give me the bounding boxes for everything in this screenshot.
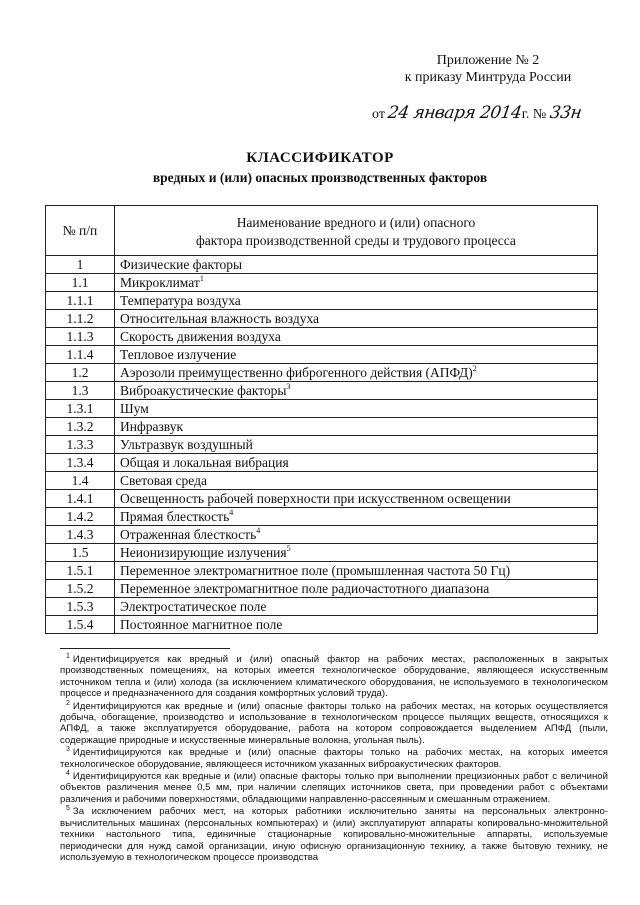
factor-name-text: Прямая блесткость — [120, 509, 230, 524]
table-row — [46, 310, 598, 328]
order-reference: к приказу Минтруда России — [404, 70, 572, 85]
factor-name-text: Постоянное магнитное поле — [120, 617, 283, 632]
footnote-ref: 3 — [286, 382, 291, 391]
footnote-ref: 4 — [229, 508, 234, 517]
table-row — [46, 292, 598, 310]
footnote-text: Идентифицируются как вредные и (или) опасные факторы только на рабочих местах, на которых осуществляется добыча, обогащение, производство и использование в технологическом процессе пылящих веществ, относящихся к АПФД, а также эксплуатируется оборудование, работа на котором сопровождается выделением АПФД (пыли, содержащие природные и искусственные минеральные волокна, угольная пыль). — [60, 700, 608, 746]
handwritten-number: 33н — [548, 103, 583, 123]
row-number: 1.5 — [46, 544, 115, 562]
footnotes — [60, 654, 608, 864]
footnote-text: Идентифицируются как вредные и (или) опасные факторы только на рабочих местах, на которых имеется технологическое оборудование, являющееся источником указанных виброакустических факторов. — [60, 747, 608, 770]
table-row — [46, 418, 598, 436]
row-number: 1.3.3 — [46, 436, 115, 454]
row-factor-name — [115, 454, 598, 472]
column-header-name — [115, 206, 598, 256]
table-row — [46, 274, 598, 292]
row-factor-name — [115, 328, 598, 346]
table-row — [46, 616, 598, 634]
table-row — [46, 256, 598, 274]
footnote-separator — [60, 648, 230, 649]
row-number: 1.5.3 — [46, 598, 115, 616]
factor-name-text: Виброакустические факторы — [120, 383, 287, 398]
table-row — [46, 382, 598, 400]
table-row — [46, 490, 598, 508]
factor-name-text: Скорость движения воздуха — [120, 329, 281, 344]
footnote — [60, 771, 608, 805]
appendix-header — [388, 52, 588, 86]
row-factor-name — [115, 562, 598, 580]
factor-name-text: Микроклимат — [120, 275, 200, 290]
row-number: 1.5.1 — [46, 562, 115, 580]
row-factor-name — [115, 400, 598, 418]
footnote-text: Идентифицируются как вредные и (или) опасные факторы только при выполнении прецизионных работ с величиной объектов различения менее 0,5 мм, при наличии слепящих источников света, при проведении работ с объектами различения и рабочими поверхностями, обладающими направленно-рассеянным и смешанным отражением. — [60, 771, 608, 805]
table-row — [46, 598, 598, 616]
row-factor-name — [115, 310, 598, 328]
factor-name-text: Отраженная блесткость — [120, 527, 257, 542]
date-prefix: от — [372, 107, 385, 122]
row-number: 1.5.4 — [46, 616, 115, 634]
row-number: 1.1 — [46, 274, 115, 292]
classifier-table — [45, 205, 598, 634]
document-subtitle: вредных и (или) опасных производственных факторов — [152, 170, 488, 185]
table-row — [46, 508, 598, 526]
footnote-mark: 3 — [66, 746, 70, 754]
factor-name-text: Физические факторы — [120, 257, 243, 272]
table-row — [46, 364, 598, 382]
footnote-ref: 2 — [472, 364, 477, 373]
row-number: 1.1.1 — [46, 292, 115, 310]
row-number: 1.3.1 — [46, 400, 115, 418]
factor-name-text: Аэрозоли преимущественно фиброгенного действия (АПФД) — [120, 365, 473, 380]
row-factor-name — [115, 292, 598, 310]
footnote-text: За исключением рабочих мест, на которых работники исключительно заняты на персональных электронно-вычислительных машинах (персональных компьютерах) и (или) эксплуатируют аппараты копировально-множительной техники настольного типа, единичные стационарные копировально-множительные аппараты, используемые периодически для нужд самой организации, иную офисную организационную технику, а также бытовую технику, не используемую в технологическом процессе производства — [60, 806, 608, 863]
row-factor-name — [115, 616, 598, 634]
row-factor-name — [115, 598, 598, 616]
factor-name-text: Общая и локальная вибрация — [120, 455, 289, 470]
footnote-mark: 1 — [66, 653, 70, 660]
factor-name-text: Инфразвук — [120, 419, 184, 434]
factor-name-text: Освещенность рабочей поверхности при искусственном освещении — [120, 491, 511, 506]
factor-name-text: Электростатическое поле — [120, 599, 267, 614]
row-number: 1.4.1 — [46, 490, 115, 508]
factor-name-text: Световая среда — [120, 473, 207, 488]
row-factor-name — [115, 256, 598, 274]
handwritten-date: 24 января 2014 — [387, 103, 524, 123]
row-number: 1.4.2 — [46, 508, 115, 526]
factor-name-text: Переменное электромагнитное поле радиочастотного диапазона — [120, 581, 490, 596]
footnote-mark: 4 — [66, 770, 70, 778]
factor-name-text: Относительная влажность воздуха — [120, 311, 320, 326]
row-factor-name — [115, 418, 598, 436]
footnote-mark: 5 — [66, 805, 70, 813]
factor-name-text: Переменное электромагнитное поле (промышленная частота 50 Гц) — [120, 563, 511, 578]
row-number: 1.4.3 — [46, 526, 115, 544]
table-row — [46, 454, 598, 472]
row-factor-name — [115, 436, 598, 454]
column-header-name-line2: фактора производственной среды и трудового процесса — [196, 232, 516, 248]
row-factor-name — [115, 364, 598, 382]
row-factor-name — [115, 526, 598, 544]
document-title: КЛАССИФИКАТОР — [246, 150, 394, 166]
table-row — [46, 400, 598, 418]
row-factor-name — [115, 580, 598, 598]
footnote-ref: 4 — [256, 526, 261, 535]
row-number: 1.1.4 — [46, 346, 115, 364]
row-number: 1 — [46, 256, 115, 274]
row-factor-name — [115, 508, 598, 526]
row-number: 1.4 — [46, 472, 115, 490]
footnote-ref: 1 — [199, 274, 204, 283]
row-number: 1.2 — [46, 364, 115, 382]
column-header-name-line1: Наименование вредного и (или) опасного — [236, 214, 476, 230]
footnote-ref: 5 — [286, 544, 291, 553]
row-factor-name — [115, 544, 598, 562]
appendix-number: Приложение № 2 — [436, 53, 540, 68]
order-date-line — [372, 103, 581, 123]
row-number: 1.1.2 — [46, 310, 115, 328]
table-row — [46, 346, 598, 364]
table-row — [46, 544, 598, 562]
table-row — [46, 526, 598, 544]
footnote-mark: 2 — [66, 699, 70, 707]
table-row — [46, 328, 598, 346]
factor-name-text: Неионизирующие излучения — [120, 545, 287, 560]
row-factor-name — [115, 490, 598, 508]
number-prefix: г. № — [521, 107, 547, 122]
footnote-text: Идентифицируется как вредный и (или) опасный фактор на рабочих местах, расположенных в закрытых производственных помещениях, на которых имеется технологическое оборудование, являющееся искусственным источником тепла и (или) холода (за исключением климатического оборудования, не используемого в технологическом процессе и предназначенного для создания комфортных условий труда). — [60, 654, 608, 700]
row-factor-name — [115, 382, 598, 400]
row-factor-name — [115, 274, 598, 292]
factor-name-text: Температура воздуха — [120, 293, 241, 308]
table-row — [46, 562, 598, 580]
footnote — [60, 806, 608, 863]
table-row — [46, 436, 598, 454]
factor-name-text: Ультразвук воздушный — [120, 437, 253, 452]
footnote — [60, 701, 608, 747]
factor-name-text: Тепловое излучение — [120, 347, 237, 362]
row-number: 1.5.2 — [46, 580, 115, 598]
table-row — [46, 580, 598, 598]
footnote — [60, 654, 608, 700]
row-number: 1.3.4 — [46, 454, 115, 472]
factor-name-text: Шум — [120, 401, 149, 416]
footnote — [60, 747, 608, 770]
row-number: 1.3.2 — [46, 418, 115, 436]
table-header-row — [46, 206, 598, 256]
row-number: 1.3 — [46, 382, 115, 400]
row-number: 1.1.3 — [46, 328, 115, 346]
table-row — [46, 472, 598, 490]
column-header-number: № п/п — [46, 206, 115, 256]
row-factor-name — [115, 346, 598, 364]
row-factor-name — [115, 472, 598, 490]
